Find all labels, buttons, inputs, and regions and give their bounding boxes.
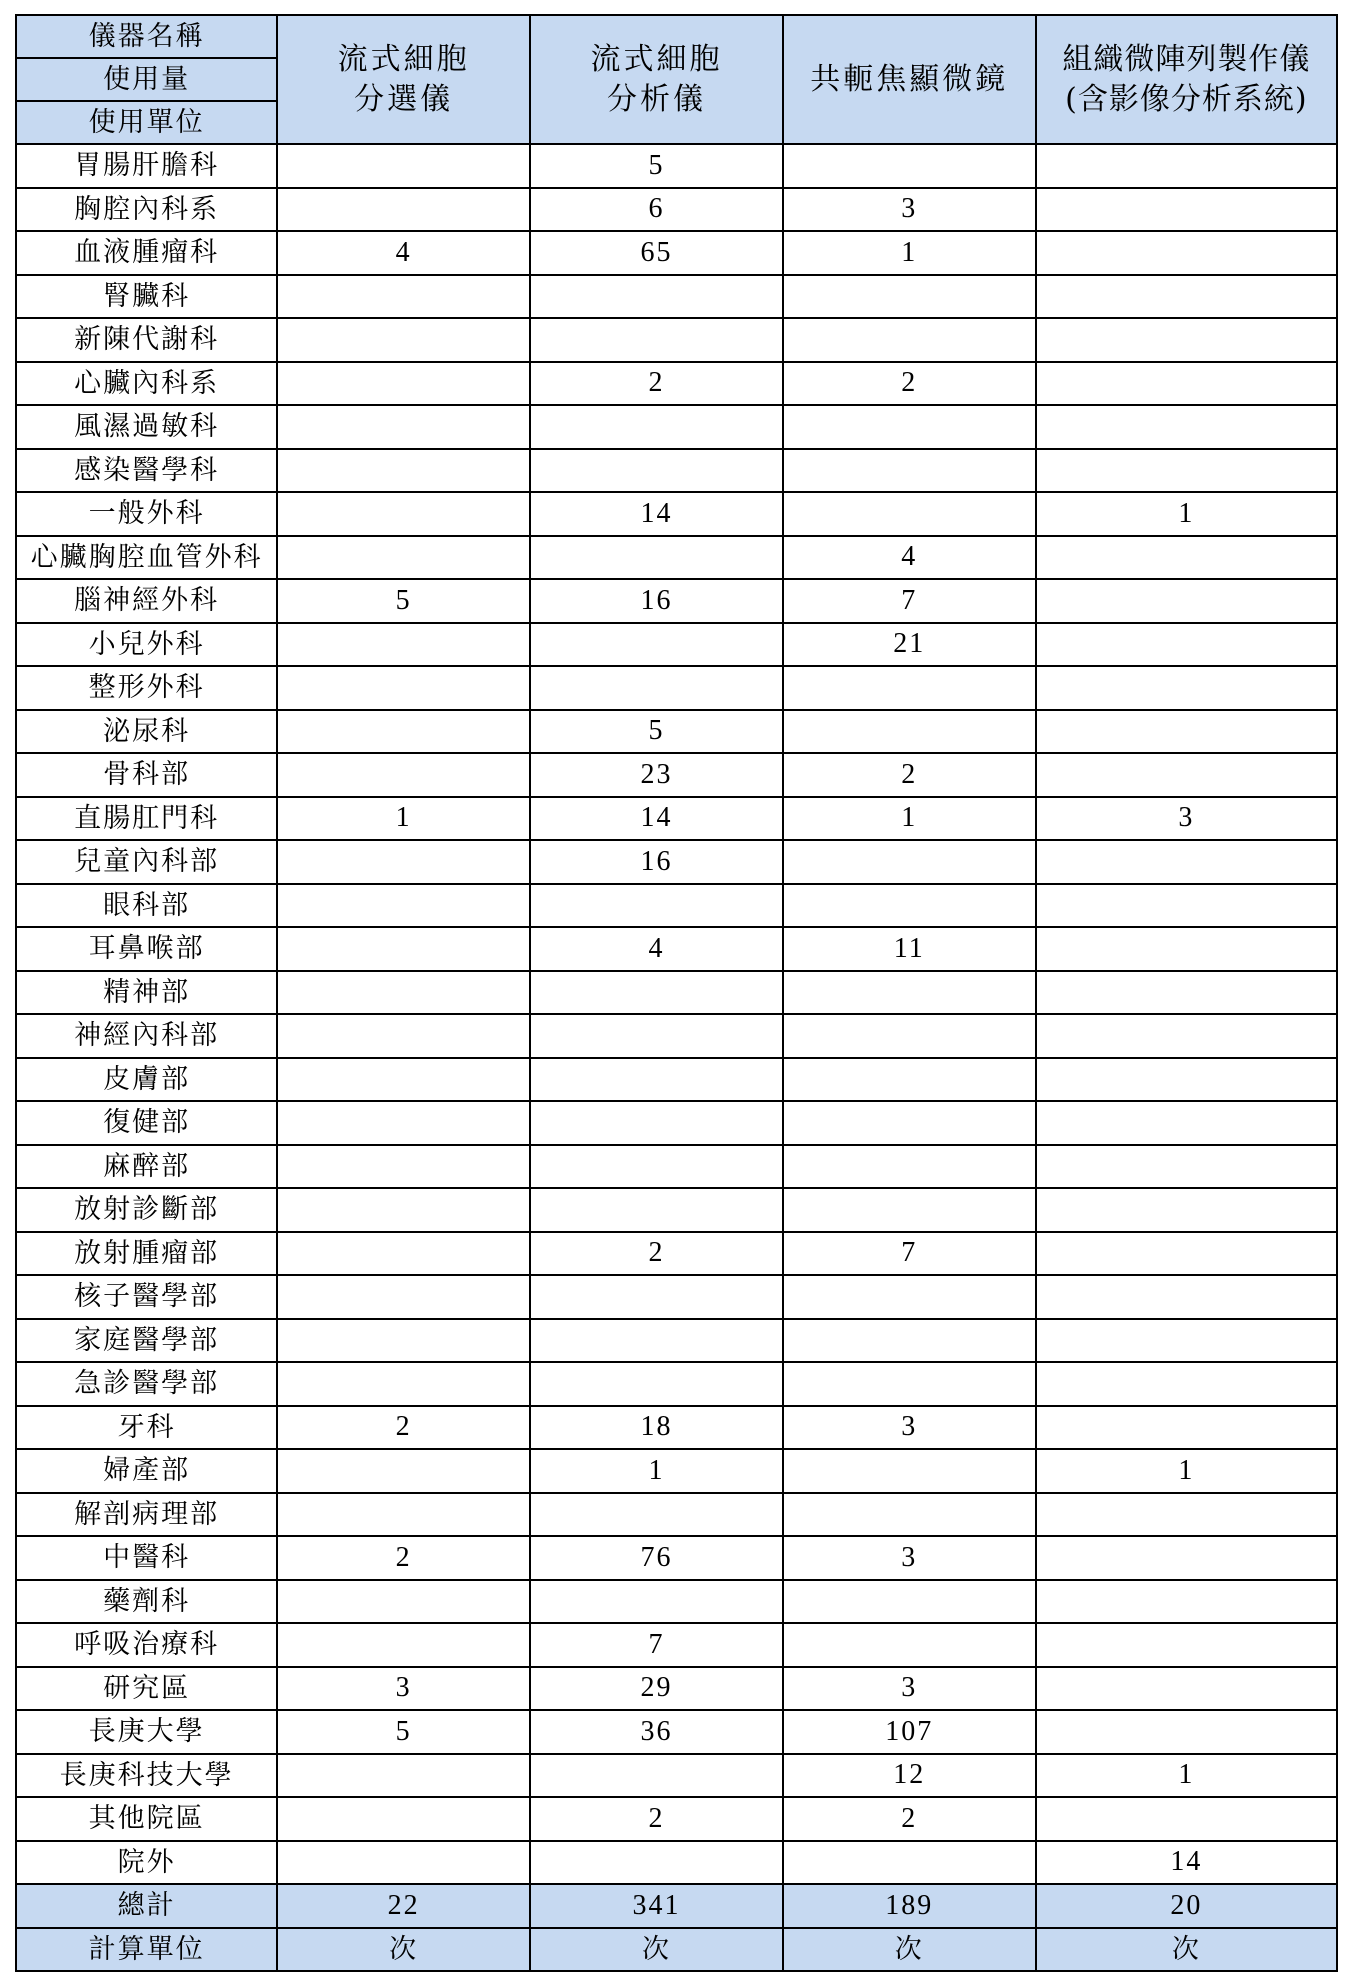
table-row [16,1406,1337,1450]
usage-cell [1036,840,1337,884]
table-row [16,1449,1337,1493]
row-unit-name: 風濕過敏科 [16,405,277,449]
row-unit-name: 研究區 [16,1667,277,1711]
usage-cell: 1 [783,797,1036,841]
usage-cell: 4 [277,231,530,275]
usage-cell [277,1754,530,1798]
usage-cell [277,1188,530,1232]
usage-cell [783,492,1036,536]
table-row [16,1232,1337,1276]
usage-cell: 4 [783,536,1036,580]
usage-cell [277,1841,530,1885]
usage-cell: 3 [783,1536,1036,1580]
usage-cell [530,1580,783,1624]
usage-cell: 3 [783,1406,1036,1450]
table-row [16,1058,1337,1102]
usage-cell: 6 [530,188,783,232]
usage-cell [530,1188,783,1232]
usage-cell [277,1058,530,1102]
usage-cell: 1 [783,231,1036,275]
usage-cell [783,1493,1036,1537]
usage-cell [277,1232,530,1276]
row-unit-name: 直腸肛門科 [16,797,277,841]
table-row [16,666,1337,710]
usage-cell [783,1014,1036,1058]
usage-cell: 5 [530,710,783,754]
usage-cell [783,1449,1036,1493]
calc-unit-label: 計算單位 [16,1928,277,1972]
row-unit-name: 長庚大學 [16,1710,277,1754]
corner-usage-label: 使用量 [16,58,277,101]
usage-cell [277,753,530,797]
table-row [16,1667,1337,1711]
row-unit-name: 腎臟科 [16,275,277,319]
row-unit-name: 心臟胸腔血管外科 [16,536,277,580]
table-row [16,1754,1337,1798]
usage-cell [783,1101,1036,1145]
table-row [16,753,1337,797]
usage-cell [1036,405,1337,449]
usage-cell [1036,1667,1337,1711]
usage-cell [1036,362,1337,406]
usage-cell: 2 [530,1797,783,1841]
calc-unit-value: 次 [783,1928,1036,1972]
usage-cell [277,927,530,971]
usage-cell [277,1623,530,1667]
table-row [16,927,1337,971]
usage-cell [783,1058,1036,1102]
usage-cell [1036,275,1337,319]
table-row [16,1014,1337,1058]
usage-cell [530,536,783,580]
usage-cell [277,971,530,1015]
row-unit-name: 感染醫學科 [16,449,277,493]
table-body [16,144,1337,1884]
usage-cell [530,1058,783,1102]
table-row [16,1623,1337,1667]
row-unit-name: 呼吸治療科 [16,1623,277,1667]
usage-cell [1036,1406,1337,1450]
usage-cell [277,1797,530,1841]
usage-cell [530,623,783,667]
usage-cell [783,666,1036,710]
row-unit-name: 麻醉部 [16,1145,277,1189]
table-row [16,579,1337,623]
row-unit-name: 牙科 [16,1406,277,1450]
usage-cell: 2 [783,362,1036,406]
usage-cell: 76 [530,1536,783,1580]
usage-cell [530,1014,783,1058]
usage-cell: 1 [277,797,530,841]
usage-cell [783,884,1036,928]
row-unit-name: 藥劑科 [16,1580,277,1624]
usage-cell [1036,1710,1337,1754]
row-unit-name: 放射診斷部 [16,1188,277,1232]
usage-cell [783,1362,1036,1406]
usage-cell: 12 [783,1754,1036,1798]
usage-cell: 7 [530,1623,783,1667]
usage-cell [1036,1362,1337,1406]
table-header [16,15,1337,144]
total-value: 22 [277,1884,530,1928]
row-unit-name: 血液腫瘤科 [16,231,277,275]
usage-cell: 2 [530,1232,783,1276]
usage-cell [1036,449,1337,493]
row-unit-name: 泌尿科 [16,710,277,754]
usage-cell: 16 [530,840,783,884]
row-unit-name: 腦神經外科 [16,579,277,623]
usage-cell [530,318,783,362]
usage-cell [277,449,530,493]
usage-cell [783,318,1036,362]
usage-cell [277,884,530,928]
usage-cell [1036,1536,1337,1580]
usage-cell [530,1275,783,1319]
column-header-tissue-microarrayer: 組織微陣列製作儀 (含影像分析系統) [1036,15,1337,144]
usage-cell [783,971,1036,1015]
total-value: 20 [1036,1884,1337,1928]
table-row [16,1580,1337,1624]
usage-cell [783,1580,1036,1624]
usage-cell: 14 [530,492,783,536]
usage-cell: 3 [783,188,1036,232]
table-row [16,1841,1337,1885]
usage-cell [783,710,1036,754]
total-label: 總計 [16,1884,277,1928]
usage-cell [530,1319,783,1363]
usage-cell [1036,579,1337,623]
usage-cell [1036,1580,1337,1624]
usage-table [15,14,1338,1972]
usage-cell [1036,971,1337,1015]
usage-cell: 3 [783,1667,1036,1711]
total-row [16,1884,1337,1928]
usage-cell: 16 [530,579,783,623]
table-row [16,1710,1337,1754]
usage-cell [1036,666,1337,710]
row-unit-name: 新陳代謝科 [16,318,277,362]
usage-cell [277,318,530,362]
usage-cell: 21 [783,623,1036,667]
column-header-flow-analyzer: 流式細胞 分析儀 [530,15,783,144]
usage-cell [783,405,1036,449]
usage-cell [277,405,530,449]
usage-cell: 1 [1036,1754,1337,1798]
table-row [16,623,1337,667]
table-row [16,797,1337,841]
usage-cell [1036,1797,1337,1841]
usage-cell: 2 [277,1406,530,1450]
usage-cell: 29 [530,1667,783,1711]
table-row [16,1362,1337,1406]
usage-cell: 7 [783,579,1036,623]
row-unit-name: 胃腸肝膽科 [16,144,277,188]
usage-cell [277,1275,530,1319]
usage-cell [530,405,783,449]
usage-cell [1036,1275,1337,1319]
usage-cell: 1 [1036,492,1337,536]
usage-cell: 3 [277,1667,530,1711]
usage-cell [530,1493,783,1537]
table-row [16,449,1337,493]
usage-cell [783,144,1036,188]
corner-unit-label: 使用單位 [16,101,277,144]
table-row [16,1319,1337,1363]
usage-cell: 2 [783,753,1036,797]
column-header-flow-sorter: 流式細胞 分選儀 [277,15,530,144]
usage-cell [1036,144,1337,188]
usage-cell: 1 [1036,1449,1337,1493]
usage-cell [277,1362,530,1406]
table-row [16,1536,1337,1580]
table-row [16,405,1337,449]
row-unit-name: 眼科部 [16,884,277,928]
usage-cell [1036,1014,1337,1058]
usage-cell: 14 [530,797,783,841]
usage-cell [1036,536,1337,580]
usage-cell [783,1275,1036,1319]
usage-cell: 11 [783,927,1036,971]
row-unit-name: 骨科部 [16,753,277,797]
table-row [16,710,1337,754]
usage-cell: 1 [530,1449,783,1493]
usage-cell [1036,1188,1337,1232]
row-unit-name: 復健部 [16,1101,277,1145]
table-row [16,275,1337,319]
usage-cell [277,275,530,319]
table-row [16,362,1337,406]
calc-unit-value: 次 [530,1928,783,1972]
usage-cell [1036,753,1337,797]
table-row [16,1145,1337,1189]
usage-cell [1036,188,1337,232]
usage-cell: 5 [277,1710,530,1754]
usage-cell [277,362,530,406]
usage-cell [783,1145,1036,1189]
table-row [16,492,1337,536]
usage-cell [277,1580,530,1624]
row-unit-name: 耳鼻喉部 [16,927,277,971]
usage-cell [277,1449,530,1493]
usage-cell: 18 [530,1406,783,1450]
usage-cell [1036,623,1337,667]
usage-cell: 3 [1036,797,1337,841]
usage-cell [1036,884,1337,928]
table-footer [16,1884,1337,1971]
usage-cell [530,275,783,319]
usage-cell [783,1623,1036,1667]
row-unit-name: 急診醫學部 [16,1362,277,1406]
table-row [16,971,1337,1015]
row-unit-name: 核子醫學部 [16,1275,277,1319]
column-header-confocal-microscope: 共軛焦顯微鏡 [783,15,1036,144]
usage-cell [783,449,1036,493]
usage-cell: 5 [277,579,530,623]
usage-cell [530,449,783,493]
row-unit-name: 皮膚部 [16,1058,277,1102]
usage-cell [277,1014,530,1058]
usage-cell [1036,318,1337,362]
usage-cell: 4 [530,927,783,971]
usage-cell [277,1493,530,1537]
table-row [16,840,1337,884]
table-row [16,1493,1337,1537]
usage-cell [1036,1493,1337,1537]
usage-cell [783,1188,1036,1232]
row-unit-name: 一般外科 [16,492,277,536]
table-row [16,1797,1337,1841]
usage-cell: 107 [783,1710,1036,1754]
table-row [16,1275,1337,1319]
usage-cell [1036,1232,1337,1276]
usage-cell: 7 [783,1232,1036,1276]
calc-unit-value: 次 [1036,1928,1337,1972]
usage-cell [783,840,1036,884]
usage-cell [277,710,530,754]
row-unit-name: 兒童內科部 [16,840,277,884]
table-row [16,231,1337,275]
calc-unit-row [16,1928,1337,1972]
usage-cell [277,666,530,710]
usage-cell [277,623,530,667]
usage-cell [1036,710,1337,754]
usage-cell: 65 [530,231,783,275]
table-row [16,318,1337,362]
usage-cell: 2 [783,1797,1036,1841]
usage-cell [1036,1145,1337,1189]
usage-cell [530,884,783,928]
usage-cell [783,1319,1036,1363]
usage-cell [530,1145,783,1189]
usage-cell: 5 [530,144,783,188]
usage-cell [1036,1319,1337,1363]
usage-cell [530,971,783,1015]
total-value: 341 [530,1884,783,1928]
usage-cell [1036,927,1337,971]
row-unit-name: 放射腫瘤部 [16,1232,277,1276]
usage-cell [530,1362,783,1406]
calc-unit-value: 次 [277,1928,530,1972]
usage-cell [277,536,530,580]
table-row [16,188,1337,232]
table-row [16,1188,1337,1232]
usage-cell: 2 [530,362,783,406]
total-value: 189 [783,1884,1036,1928]
usage-cell [783,275,1036,319]
row-unit-name: 長庚科技大學 [16,1754,277,1798]
usage-cell: 14 [1036,1841,1337,1885]
usage-cell [277,1145,530,1189]
usage-cell [783,1841,1036,1885]
usage-cell [530,1754,783,1798]
row-unit-name: 神經內科部 [16,1014,277,1058]
row-unit-name: 小兒外科 [16,623,277,667]
table-row [16,1101,1337,1145]
row-unit-name: 精神部 [16,971,277,1015]
usage-cell: 36 [530,1710,783,1754]
table-row [16,884,1337,928]
table-row [16,536,1337,580]
usage-cell [277,188,530,232]
usage-cell [1036,1101,1337,1145]
corner-instrument-label: 儀器名稱 [16,15,277,58]
usage-cell [530,666,783,710]
table-row [16,144,1337,188]
row-unit-name: 心臟內科系 [16,362,277,406]
row-unit-name: 婦產部 [16,1449,277,1493]
usage-cell [1036,231,1337,275]
row-unit-name: 院外 [16,1841,277,1885]
row-unit-name: 其他院區 [16,1797,277,1841]
row-unit-name: 胸腔內科系 [16,188,277,232]
row-unit-name: 中醫科 [16,1536,277,1580]
row-unit-name: 整形外科 [16,666,277,710]
row-unit-name: 解剖病理部 [16,1493,277,1537]
usage-cell [277,840,530,884]
usage-cell [530,1841,783,1885]
usage-cell [1036,1623,1337,1667]
usage-cell [1036,1058,1337,1102]
usage-cell: 2 [277,1536,530,1580]
usage-cell: 23 [530,753,783,797]
usage-cell [277,1319,530,1363]
usage-cell [277,492,530,536]
usage-cell [277,144,530,188]
usage-cell [530,1101,783,1145]
usage-cell [277,1101,530,1145]
row-unit-name: 家庭醫學部 [16,1319,277,1363]
